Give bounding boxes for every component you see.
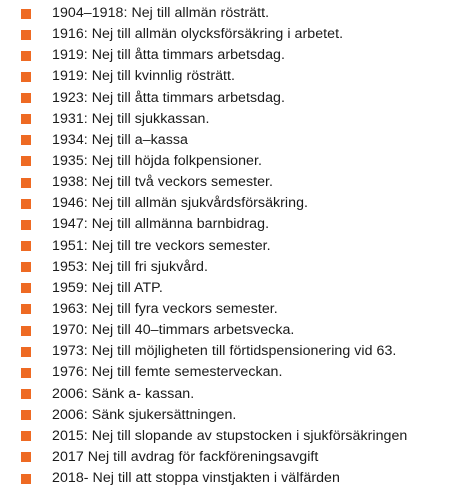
square-bullet-icon [21, 431, 31, 441]
list-item [0, 172, 464, 193]
list-item-text: 2017 Nej till avdrag för fackföreningsavgift [52, 448, 319, 465]
list-item [0, 3, 464, 24]
square-bullet-icon [21, 135, 31, 145]
list-item-text: 1923: Nej till åtta timmars arbetsdag. [52, 89, 285, 106]
list-item [0, 447, 464, 468]
square-bullet-icon [21, 410, 31, 420]
list-item [0, 405, 464, 426]
square-bullet-icon [21, 51, 31, 61]
square-bullet-icon [21, 156, 31, 166]
square-bullet-icon [21, 93, 31, 103]
list-item [0, 214, 464, 235]
square-bullet-icon [21, 304, 31, 314]
list-item-text: 1935: Nej till höjda folkpensioner. [52, 152, 262, 169]
square-bullet-icon [21, 389, 31, 399]
list-item-text: 1904–1918: Nej till allmän rösträtt. [52, 5, 270, 21]
square-bullet-icon [21, 178, 31, 188]
list-item [0, 468, 464, 489]
list-item [0, 384, 464, 405]
square-bullet-icon [21, 72, 31, 82]
square-bullet-icon [21, 220, 31, 230]
list-item-text: 2006: Sänk a- kassan. [52, 385, 195, 402]
square-bullet-icon [21, 474, 31, 484]
square-bullet-icon [21, 241, 31, 251]
list-item-text: 1973: Nej till möjligheten till förtidspensionering vid 63. [52, 343, 397, 360]
square-bullet-icon [21, 262, 31, 272]
list-item-text: 1919: Nej till kvinnlig rösträtt. [52, 68, 236, 85]
square-bullet-icon [21, 368, 31, 378]
list-item [0, 45, 464, 66]
list-item-text: 2015: Nej till slopande av stupstocken i sjukförsäkringen [52, 427, 408, 444]
list-item [0, 88, 464, 109]
square-bullet-icon [21, 114, 31, 124]
list-item-text: 1919: Nej till åtta timmars arbetsdag. [52, 47, 285, 64]
timeline-list [0, 3, 464, 489]
square-bullet-icon [21, 283, 31, 293]
list-item [0, 341, 464, 362]
list-item [0, 109, 464, 130]
list-item-text: 1938: Nej till två veckors semester. [52, 174, 274, 191]
list-item [0, 130, 464, 151]
list-item-text: 1951: Nej till tre veckors semester. [52, 237, 271, 254]
list-item [0, 66, 464, 87]
list-item-text: 1946: Nej till allmän sjukvårdsförsäkring. [52, 195, 309, 212]
square-bullet-icon [21, 452, 31, 462]
square-bullet-icon [21, 9, 31, 19]
list-item-text: 1953: Nej till fri sjukvård. [52, 258, 208, 275]
list-item [0, 320, 464, 341]
list-item-text: 1976: Nej till femte semesterveckan. [52, 364, 283, 381]
list-item-text: 1963: Nej till fyra veckors semester. [52, 300, 278, 317]
list-item [0, 236, 464, 257]
list-item [0, 426, 464, 447]
list-item-text: 1947: Nej till allmänna barnbidrag. [52, 216, 270, 233]
list-item [0, 299, 464, 320]
list-item [0, 24, 464, 45]
list-item-text: 1959: Nej till ATP. [52, 279, 163, 296]
list-item [0, 193, 464, 214]
list-item [0, 362, 464, 383]
list-item [0, 151, 464, 172]
list-item [0, 278, 464, 299]
list-item-text: 1916: Nej till allmän olycksförsäkring i arbetet. [52, 26, 344, 43]
list-item [0, 257, 464, 278]
list-item-text: 2006: Sänk sjukersättningen. [52, 406, 237, 423]
square-bullet-icon [21, 326, 31, 336]
square-bullet-icon [21, 199, 31, 209]
list-item-text: 1970: Nej till 40–timmars arbetsvecka. [52, 322, 295, 339]
list-item-text: 1934: Nej till a–kassa [52, 131, 188, 148]
list-item-text: 1931: Nej till sjukkassan. [52, 110, 210, 127]
list-item-text: 2018- Nej till att stoppa vinstjakten i välfärden [52, 470, 340, 487]
square-bullet-icon [21, 347, 31, 357]
square-bullet-icon [21, 30, 31, 40]
